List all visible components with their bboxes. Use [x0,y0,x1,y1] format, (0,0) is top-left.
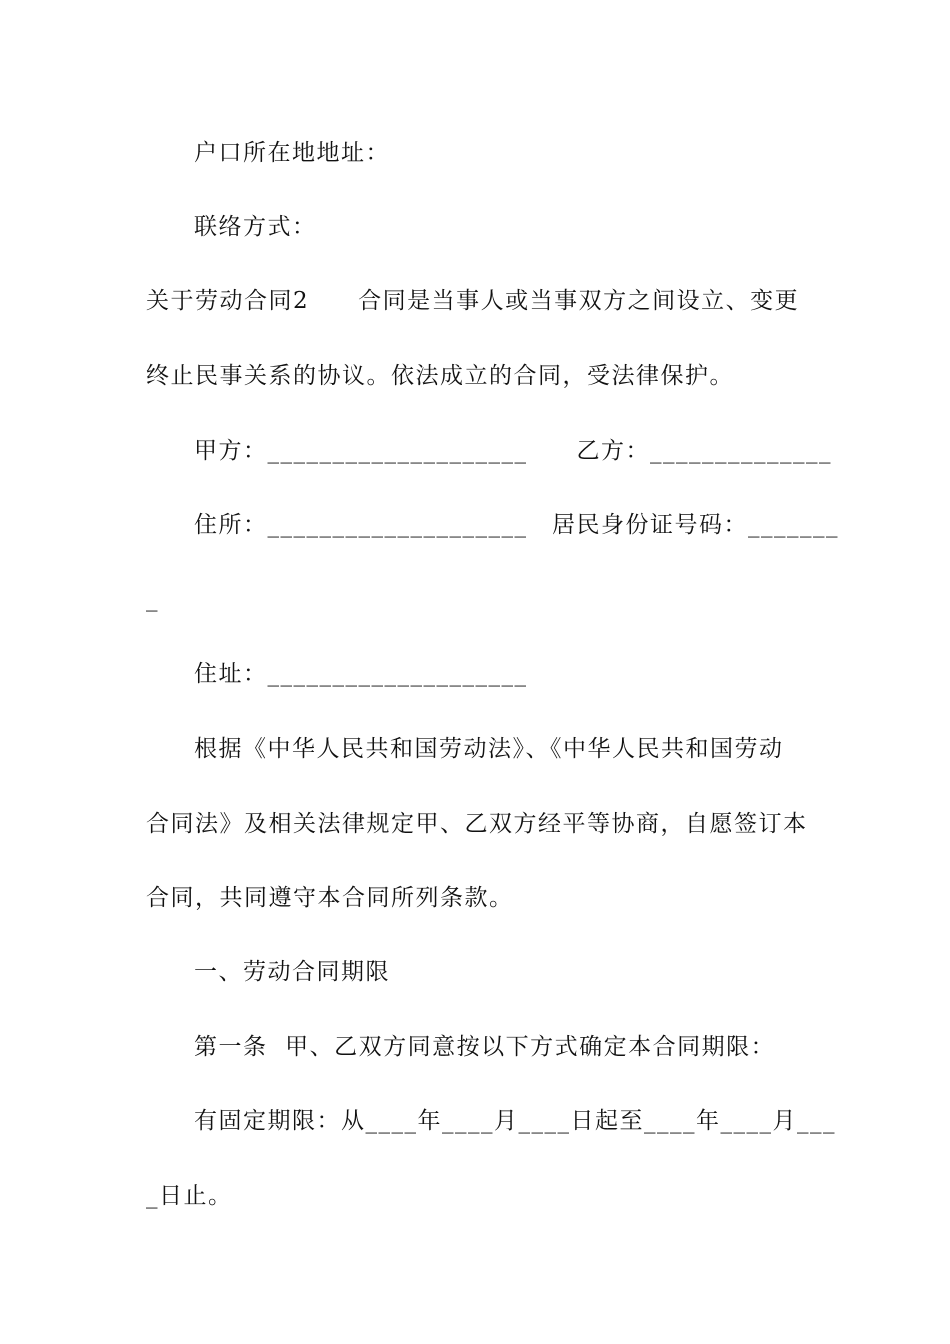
fixed-term-line: 有固定期限：从____年____月____日起至____年____月___ [194,1108,836,1134]
paragraph-line: 合同，共同遵守本合同所列条款。 [146,885,514,911]
section-heading: 一、劳动合同期限 [194,959,390,985]
paragraph-line: 根据《中华人民共和国劳动法》、《中华人民共和国劳动 [194,736,784,762]
household-address-line: 户口所在地地址： [194,140,390,166]
residence-id-line: 住所：____________________ 居民身份证号码：_______ [194,512,839,538]
paragraph-line: 终止民事关系的协议。依法成立的合同，受法律保护。 [146,363,734,389]
paragraph-line: 合同法》及相关法律规定甲、乙双方经平等协商，自愿签订本 [146,811,808,837]
article-line: 第一条 甲、乙双方同意按以下方式确定本合同期限： [194,1034,776,1060]
address-line: 住址：____________________ [194,661,528,687]
fixed-term-end-line: _日止。 [146,1183,233,1209]
contract-title-paragraph: 关于劳动合同2 合同是当事人或当事双方之间设立、变更 [146,288,800,314]
underscore-continuation: _ [146,586,159,612]
party-a-b-line: 甲方：____________________ 乙方：______________ [194,438,832,464]
contact-line: 联络方式： [194,214,317,240]
